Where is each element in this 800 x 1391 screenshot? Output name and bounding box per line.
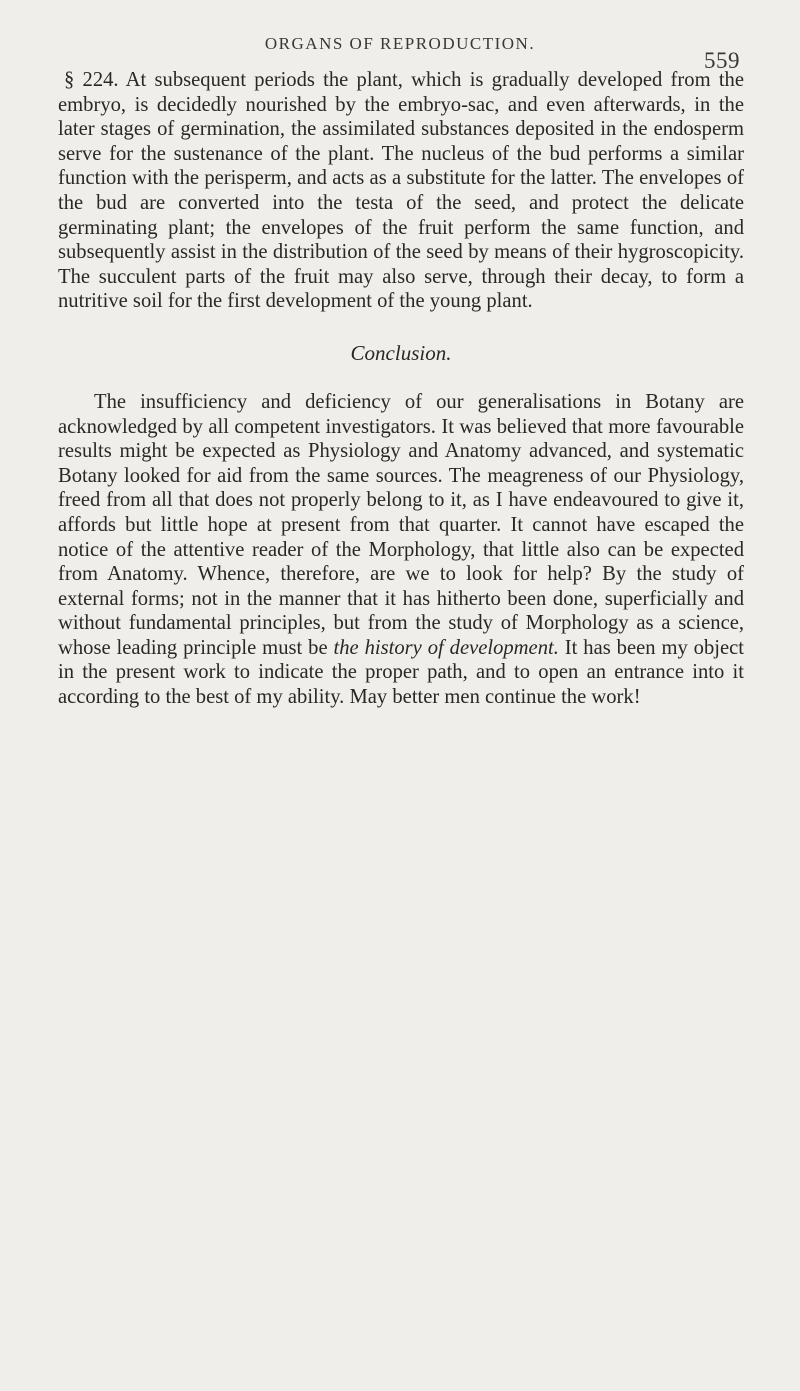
conclusion-text-part-2: It has been my object in the present work to indicate the proper path, and to open an entrance into it according to the best of my ability. May better men continue the work! (58, 636, 744, 709)
paragraph-conclusion (58, 390, 744, 710)
page-number: 559 (704, 48, 740, 73)
page-header (0, 30, 800, 73)
paragraph-section-224: § 224. At subsequent periods the plant, which is gradually developed from the embryo, is decidedly nourished by the embryo-sac, and even afterwards, in the later stages of germination, the assimilated substances deposited in the endosperm serve for the sustenance of the plant. The nucleus of the bud performs a similar function with the perisperm, and acts as a substitute for the latter. The envelopes of the bud are converted into the testa of the seed, and protect the delicate germinating plant; the envelopes of the fruit perform the same function, and subsequently assist in the distribution of the seed by means of their hygroscopicity. The succulent parts of the fruit may also serve, through their decay, to form a nutritive soil for the first development of the young plant. (58, 69, 744, 313)
emphasis-history-of-development: the history of development. (333, 636, 559, 659)
running-head: ORGANS OF REPRODUCTION. (264, 34, 536, 53)
section-heading-conclusion: Conclusion. (350, 340, 452, 365)
body-text (58, 68, 744, 710)
conclusion-text-part-1: The insufficiency and deficiency of our generalisations in Botany are acknowledged by all competent investigators. It was believed that more favourable results might be expected as Physiology and Anatomy advanced, and systematic Botany looked for aid from the same sources. The meagreness of our Physiology, freed from all that does not properly belong to it, as I have endeavoured to give it, affords but little hope at present from that quarter. It cannot have escaped the notice of the attentive reader of the Morphology, that little also can be expected from Anatomy. Whence, therefore, are we to look for help? By the study of external forms; not in the manner that it has hitherto been done, superficially and without fundamental principles, but from the study of Morphology as a science, whose leading principle must be (58, 390, 744, 659)
